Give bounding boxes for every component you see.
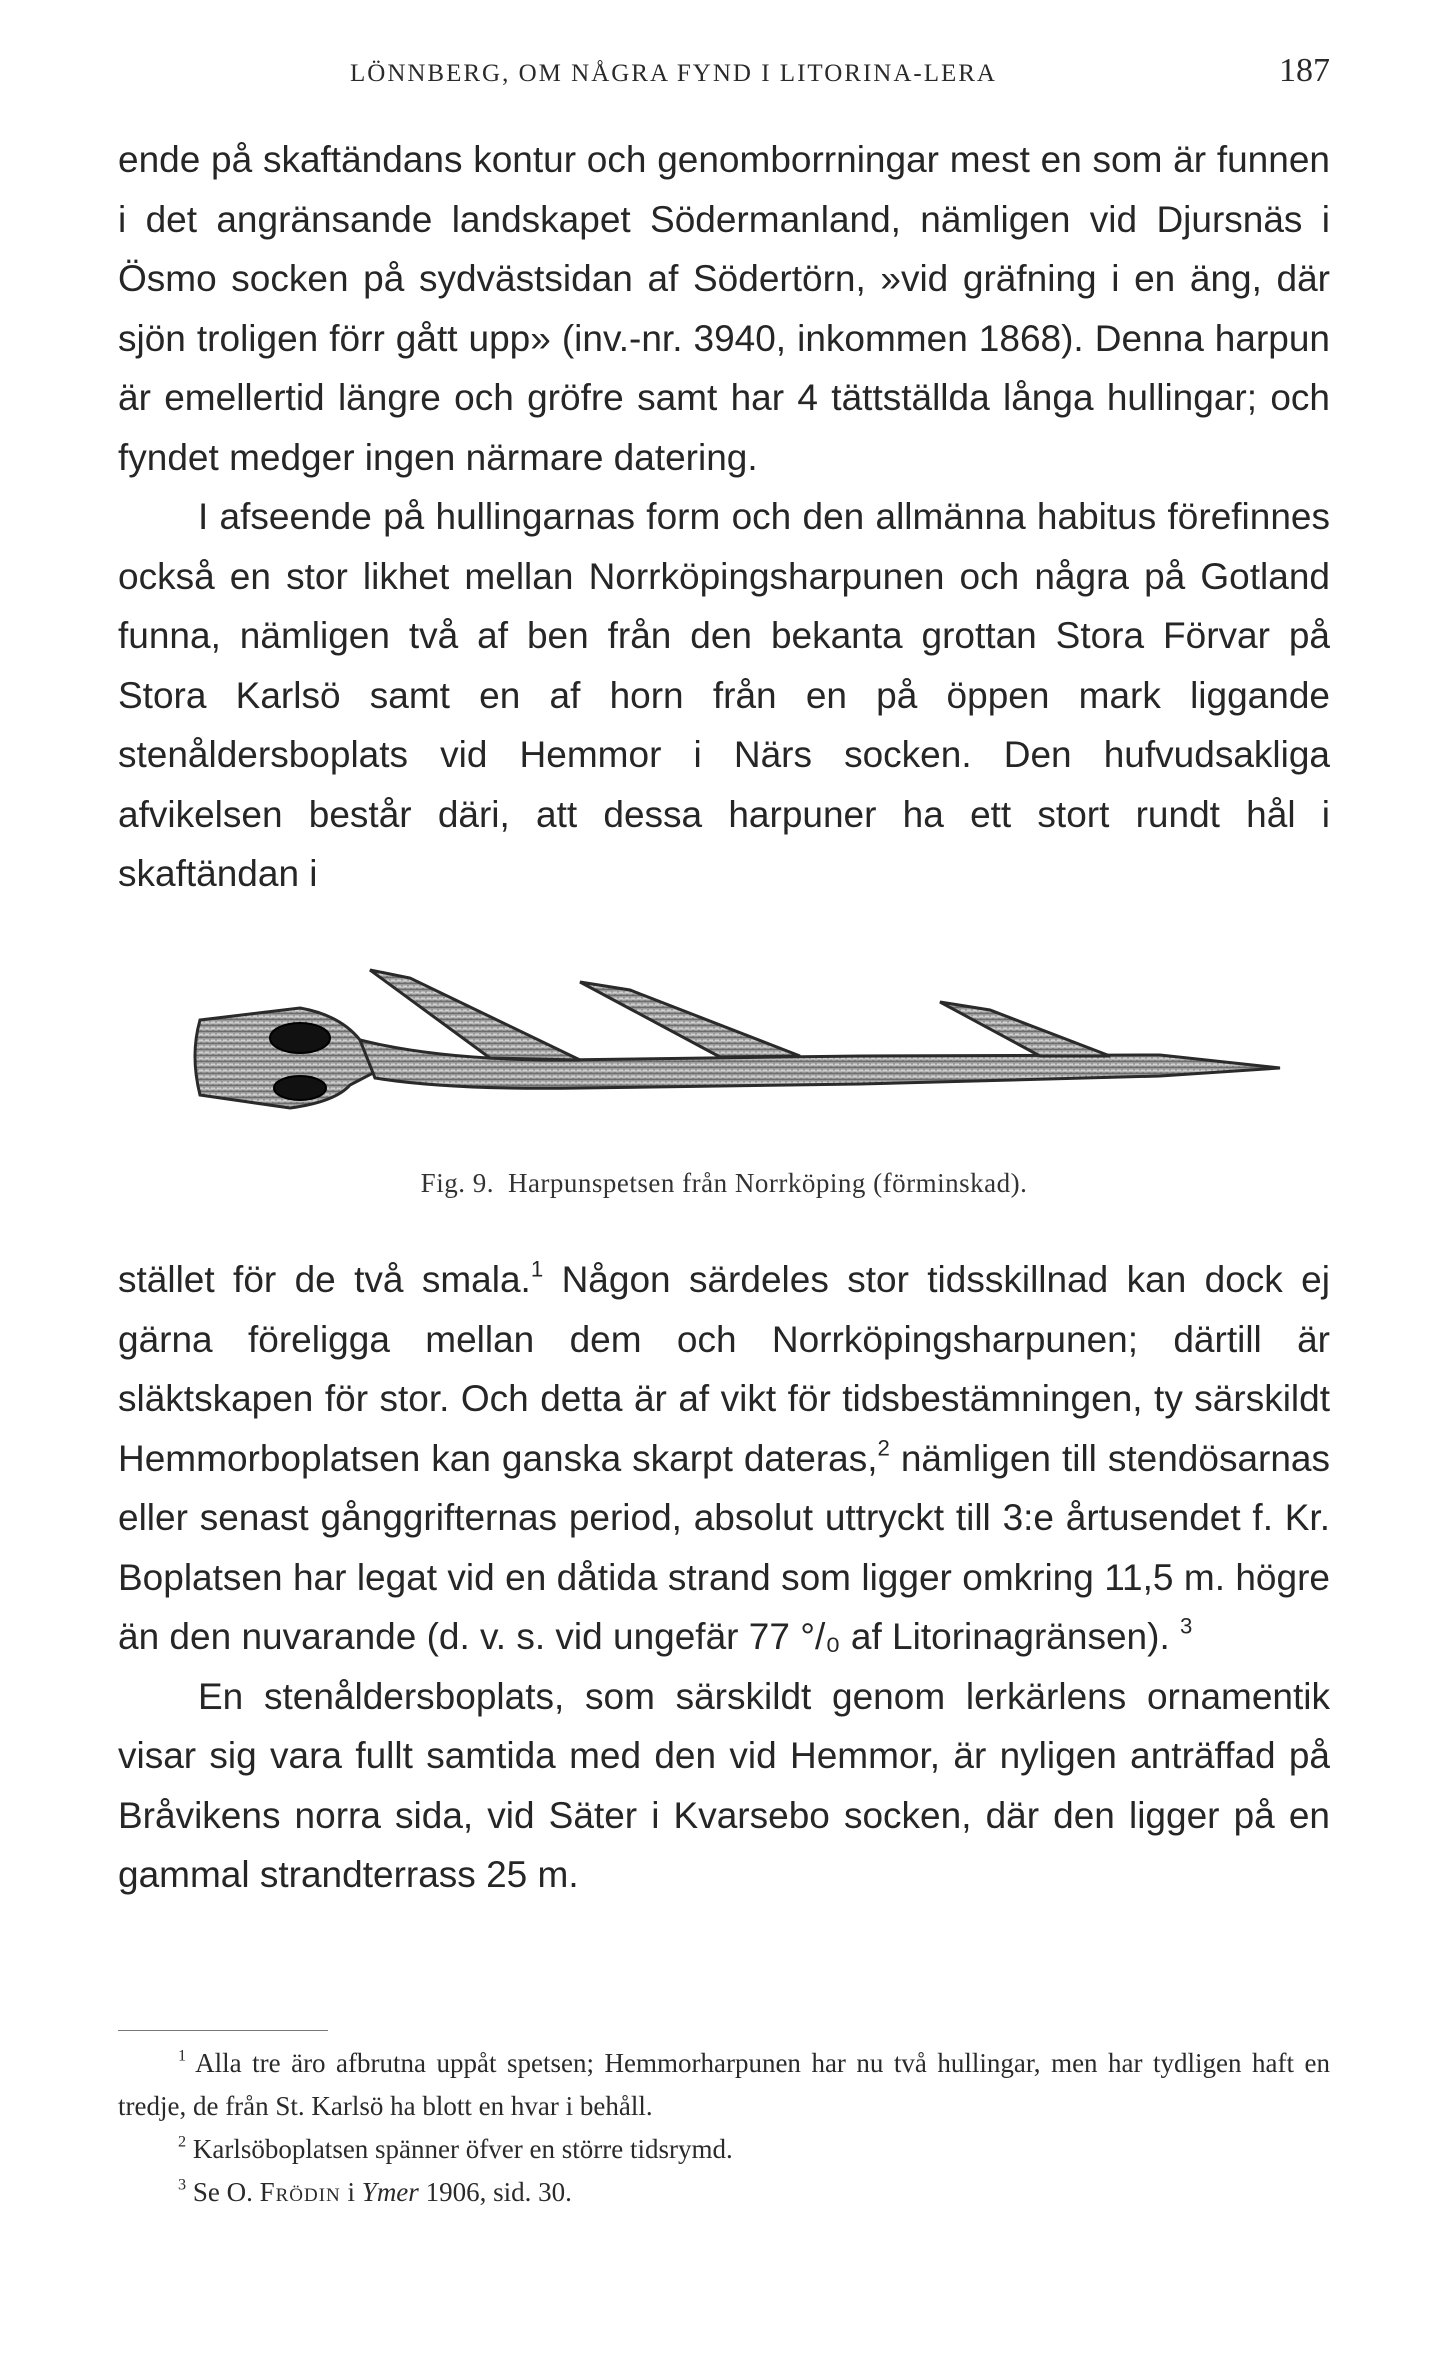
footnote-mark: 1: [178, 2046, 187, 2065]
footnote-mark: 3: [178, 2175, 187, 2194]
text-run: stället för de två smala.: [118, 1259, 531, 1300]
footnote-text: Se O.: [186, 2177, 260, 2207]
paragraph-stenaldersboplats: En stenåldersboplats, som särskildt genom lerkärlens ornamentik visar sig vara fullt samtida med den vid Hemmor, är nyligen anträffad på Bråvikens norra sida, vid Säter i Kvarsebo socken, där den ligger på en gammal strandterrass 25 m.: [118, 1675, 1330, 1895]
figure-caption-text: Harpunspetsen från Norrköping (förminskad).: [507, 1168, 1028, 1198]
footnote-1: [118, 2042, 1330, 2128]
harpoon-barb-1: [370, 970, 580, 1060]
footnote-ref-3: 3: [1180, 1613, 1193, 1639]
footnote-mark: 2: [178, 2132, 187, 2151]
footnote-3: [118, 2171, 1330, 2214]
footnote-text: i: [340, 2177, 362, 2207]
footnote-author: Frödin: [259, 2177, 341, 2207]
running-title: LÖNNBERG, OM NÅGRA FYND I LITORINA-LERA: [350, 60, 997, 87]
text-run: nämligen till stendösarnas eller senast gånggrifternas period, absolut uttryckt till 3:e årtusendet f. Kr. Boplatsen har legat vid en dåtida strand som ligger omkring 11,5 m. högre än den nuvarande (d. v. s. vid ungefär 77 °/₀ af Litorinagränsen).: [118, 1437, 1330, 1657]
footnote-ref-2: 2: [877, 1434, 890, 1460]
paragraph-continuation: ende på skaftändans kontur och genomborrningar mest en som är funnen i det angränsande landskapet Södermanland, nämligen vid Djursnäs i Ösmo socken på sydvästsidan af Södertörn, »vid gräfning i en äng, där sjön troligen förr gått upp» (inv.-nr. 3940, inkommen 1868). Denna harpun är emellertid längre och gröfre samt har 4 tättställda långa hullingar; och fyndet medger ingen närmare datering.: [118, 139, 1330, 478]
harpoon-barb-3: [940, 1002, 1110, 1056]
paragraph-hullingar: I afseende på hullingarnas form och den allmänna habitus förefinnes också en stor likhet mellan Norrköpingsharpunen och några på Gotland funna, nämligen två af ben från den bekanta grottan Stora Förvar på Stora Karlsö samt en af horn från en på öppen mark liggande stenåldersboplats vid Hemmor i Närs socken. Den hufvudsakliga afvikelsen består däri, att dessa harpuner ha ett stort rundt hål i skaftändan i: [118, 496, 1330, 894]
paragraph-tidsskillnad: [118, 1250, 1330, 1667]
harpoon-illustration: [160, 960, 1310, 1160]
footnote-ref-1: 1: [530, 1256, 544, 1282]
text-run: Någon särdeles stor tidsskillnad kan dock ej gärna föreligga mellan dem och Norrköpingsharpunen; därtill är släktskapen för stor. Och detta är af vikt för tidsbestämningen, ty särskildt Hemmorboplatsen kan ganska skarpt dateras,: [118, 1259, 1330, 1479]
footnotes: [118, 2042, 1330, 2214]
figure-label: Fig. 9.: [420, 1168, 494, 1198]
harpoon-hole-lower: [274, 1076, 326, 1100]
body-text-bottom: [118, 1250, 1330, 1905]
footnote-text: 1906, sid. 30.: [418, 2177, 572, 2207]
body-text-top: [118, 130, 1330, 904]
footnote-journal: Ymer: [361, 2177, 419, 2207]
footnote-2: [118, 2128, 1330, 2171]
harpoon-hole-upper: [270, 1023, 330, 1053]
figure-caption: [0, 1168, 1448, 1199]
footnote-text: Alla tre äro afbrutna uppåt spetsen; Hemmorharpunen har nu två hullingar, men har tydligen haft en tredje, de från St. Karlsö ha blott en hvar i behåll.: [118, 2048, 1330, 2121]
footnote-text: Karlsöboplatsen spänner öfver en större tidsrymd.: [186, 2134, 733, 2164]
footnote-divider: [118, 2030, 328, 2031]
harpoon-barb-2: [580, 982, 800, 1057]
page-number: 187: [1279, 52, 1330, 89]
